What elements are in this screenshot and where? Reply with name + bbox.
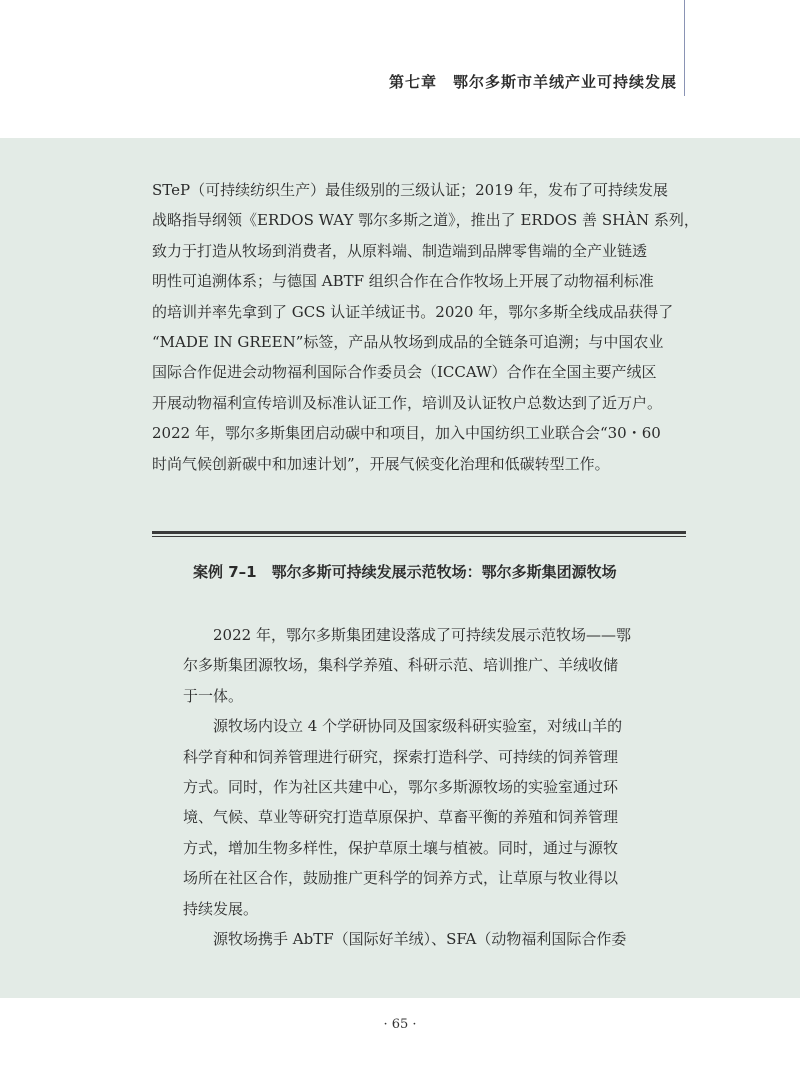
body-line: 时尚气候创新碳中和加速计划”，开展气候变化治理和低碳转型工作。: [152, 454, 610, 473]
body-line: 的培训并率先拿到了 GCS 认证羊绒证书。2020 年，鄂尔多斯全线成品获得了: [152, 302, 674, 321]
body-line: 致力于打造从牧场到消费者，从原料端、制造端到品牌零售端的全产业链透: [152, 241, 648, 260]
body-line: 开展动物福利宣传培训及标准认证工作，培训及认证牧户总数达到了近万户。: [152, 393, 663, 412]
body-line: STeP（可持续纺织生产）最佳级别的三级认证；2019 年，发布了可持续发展: [152, 181, 669, 199]
case-divider-thick: [152, 531, 686, 534]
case-title: 案例 7–1 鄂尔多斯可持续发展示范牧场：鄂尔多斯集团源牧场: [193, 563, 617, 581]
body-line: “MADE IN GREEN”标签，产品从牧场到成品的全链条可追溯；与中国农业: [152, 333, 664, 352]
case-line: 源牧场携手 AbTF（国际好羊绒）、SFA（动物福利国际合作委: [183, 930, 627, 949]
body-paragraph: [152, 175, 699, 479]
body-line: 2022 年，鄂尔多斯集团启动碳中和项目，加入中国纺织工业联合会“30・60: [152, 424, 661, 443]
case-line: 场所在社区合作，鼓励推广更科学的饲养方式，让草原与牧业得以: [183, 869, 619, 888]
case-line: 源牧场内设立 4 个学研协同及国家级科研实验室，对绒山羊的: [183, 717, 623, 736]
case-divider-thin: [152, 536, 686, 537]
body-line: 国际合作促进会动物福利国际合作委员会（ICCAW）合作在全国主要产绒区: [152, 363, 657, 382]
case-line: 境、气候、草业等研究打造草原保护、草畜平衡的养殖和饲养管理: [183, 808, 619, 827]
case-line: 方式，增加生物多样性，保护草原土壤与植被。同时，通过与源牧: [183, 838, 619, 857]
chapter-header-title: 第七章 鄂尔多斯市羊绒产业可持续发展: [388, 73, 677, 91]
case-line: 2022 年，鄂尔多斯集团建设落成了可持续发展示范牧场——鄂: [183, 626, 631, 644]
page-number: · 65 ·: [383, 1017, 417, 1032]
case-line: 方式。同时，作为社区共建中心，鄂尔多斯源牧场的实验室通过环: [183, 778, 619, 797]
body-line: 战略指导纲领《ERDOS WAY 鄂尔多斯之道》，推出了 ERDOS 善 SHÀN 系列，: [152, 211, 699, 230]
case-line: 于一体。: [183, 686, 244, 705]
case-line: 尔多斯集团源牧场，集科学养殖、科研示范、培训推广、羊绒收储: [183, 656, 619, 675]
case-line: 持续发展。: [183, 899, 259, 918]
header-vertical-rule: [684, 0, 685, 96]
case-line: 科学育种和饲养管理进行研究，探索打造科学、可持续的饲养管理: [183, 747, 619, 766]
case-body: [183, 620, 663, 954]
body-line: 明性可追溯体系；与德国 ABTF 组织合作在合作牧场上开展了动物福利标准: [152, 272, 654, 291]
